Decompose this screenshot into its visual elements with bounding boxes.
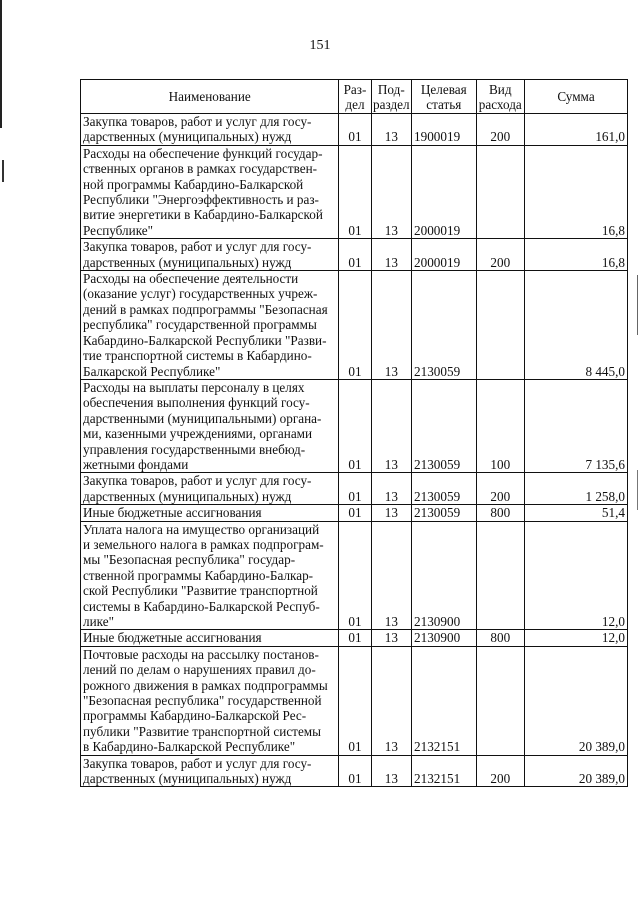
cell-podrazdel: 13 [371,114,411,146]
cell-name-line: дарственных (муниципальных) нужд [83,254,292,270]
cell-tselevaya: 1900019 [412,114,477,146]
table-row [81,145,628,238]
cell-vid: 200 [476,755,524,787]
cell-name-line: программы Кабардино-Балкарской Рес- [83,708,307,724]
cell-name-line: ственных органов в рамках государствен- [83,161,318,177]
cell-razdel: 01 [339,630,371,646]
cell-name-line: обеспечения выполнения функций госу- [83,395,310,411]
table-body [81,114,628,787]
table-row [81,505,628,521]
cell-podrazdel: 13 [371,379,411,472]
cell-name-line: Расходы на обеспечение функций государ- [83,145,323,161]
cell-podrazdel: 13 [371,239,411,271]
cell-name-line: Иные бюджетные ассигнования [83,630,262,646]
cell-tselevaya: 2130059 [412,505,477,521]
cell-razdel: 01 [339,473,371,505]
cell-name [81,271,339,380]
cell-razdel: 01 [339,521,371,630]
header-summa: Сумма [525,80,628,114]
cell-name-line: жетными фондами [83,456,189,472]
cell-name-line: ми, казенными учреждениями, органами [83,426,313,442]
cell-name-line: ственной программы Кабардино-Балкар- [83,567,314,583]
cell-name-line: Балкарской Республике" [83,363,221,379]
cell-razdel: 01 [339,505,371,521]
cell-podrazdel: 13 [371,630,411,646]
cell-podrazdel: 13 [371,473,411,505]
table-row [81,239,628,271]
cell-vid: 100 [476,379,524,472]
table-row [81,630,628,646]
cell-razdel: 01 [339,114,371,146]
cell-vid [476,271,524,380]
cell-tselevaya: 2130059 [412,473,477,505]
cell-vid: 800 [476,630,524,646]
cell-name-line: Уплата налога на имущество организаций [83,521,320,537]
cell-name-line: лений по делам о нарушениях правил до- [83,662,316,678]
cell-podrazdel: 13 [371,755,411,787]
cell-name [81,505,339,521]
cell-vid: 200 [476,239,524,271]
page-number: 151 [309,38,331,53]
cell-vid: 200 [476,114,524,146]
cell-podrazdel: 13 [371,505,411,521]
table-row [81,271,628,380]
table-row [81,473,628,505]
header-vid: Вид расхода [476,80,524,114]
cell-name-line: системы в Кабардино-Балкарской Респуб- [83,598,320,614]
cell-name-line: Закупка товаров, работ и услуг для госу- [83,114,312,129]
table-row [81,521,628,630]
cell-tselevaya: 2130059 [412,379,477,472]
cell-vid: 800 [476,505,524,521]
cell-summa: 7 135,6 [525,379,628,472]
cell-tselevaya: 2132151 [412,646,477,755]
cell-name-line: Расходы на выплаты персоналу в целях [83,379,305,395]
cell-name-line: "Безопасная республика" государственной [83,693,322,709]
table-row [81,755,628,787]
cell-tselevaya: 2130900 [412,630,477,646]
cell-tselevaya: 2130059 [412,271,477,380]
cell-podrazdel: 13 [371,646,411,755]
cell-razdel: 01 [339,271,371,380]
cell-name-line: Иные бюджетные ассигнования [83,505,262,521]
cell-summa: 161,0 [525,114,628,146]
table-row [81,114,628,146]
cell-name-line: дарственных (муниципальных) нужд [83,771,292,787]
cell-name-line: ной программы Кабардино-Балкарской [83,176,304,192]
cell-tselevaya: 2000019 [412,145,477,238]
cell-name-line: Почтовые расходы на рассылку постанов- [83,646,319,662]
cell-name [81,521,339,630]
cell-summa: 20 389,0 [525,755,628,787]
table-row [81,646,628,755]
header-name: Наименование [81,80,339,114]
cell-name [81,630,339,646]
cell-name-line: управления государственными внебюд- [83,441,306,457]
cell-summa: 12,0 [525,521,628,630]
cell-name [81,755,339,787]
cell-name-line: рожного движения в рамках подпрограммы [83,677,328,693]
table-header-row [81,80,628,114]
cell-razdel: 01 [339,379,371,472]
cell-name-line: дарственными (муниципальными) органа- [83,410,322,426]
cell-razdel: 01 [339,239,371,271]
cell-razdel: 01 [339,755,371,787]
cell-podrazdel: 13 [371,271,411,380]
header-tselevaya: Целевая статья [412,80,477,114]
cell-name-line: в Кабардино-Балкарской Республике" [83,739,296,755]
cell-name-line: Закупка товаров, работ и услуг для госу- [83,755,312,771]
cell-summa: 8 445,0 [525,271,628,380]
cell-name-line: Расходы на обеспечение деятельности [83,271,299,287]
cell-name-line: и земельного налога в рамках подпрограм- [83,536,324,552]
cell-name [81,379,339,472]
scan-edge-mark [0,0,2,128]
cell-name-line: тие транспортной системы в Кабардино- [83,348,312,364]
cell-name-line: Республики "Энергоэффективность и раз- [83,192,319,208]
cell-name-line: мы "Безопасная республика" государ- [83,552,296,568]
cell-podrazdel: 13 [371,145,411,238]
header-podrazdel: Под- раздел [373,81,410,112]
cell-summa: 16,8 [525,145,628,238]
cell-tselevaya: 2000019 [412,239,477,271]
cell-tselevaya: 2130900 [412,521,477,630]
scan-edge-mark [2,160,4,182]
cell-summa: 20 389,0 [525,646,628,755]
cell-vid [476,145,524,238]
cell-name [81,473,339,505]
cell-name-line: дарственных (муниципальных) нужд [83,488,292,504]
cell-name-line: дарственных (муниципальных) нужд [83,129,292,145]
cell-razdel: 01 [339,646,371,755]
cell-razdel: 01 [339,145,371,238]
cell-name [81,239,339,271]
cell-name [81,114,339,146]
cell-name-line: республика" государственной программы [83,317,317,333]
scan-edge-mark [637,470,638,510]
cell-name-line: Республике" [83,222,154,238]
cell-name-line: дений в рамках подпрограммы "Безопасная [83,301,328,317]
cell-name-line: ской Республики "Развитие транспортной [83,583,318,599]
budget-table [80,79,628,787]
cell-summa: 51,4 [525,505,628,521]
cell-vid [476,646,524,755]
cell-podrazdel: 13 [371,521,411,630]
cell-summa: 12,0 [525,630,628,646]
header-razdel: Раз- дел [339,80,371,114]
cell-name [81,145,339,238]
cell-tselevaya: 2132151 [412,755,477,787]
cell-name-line: витие энергетики в Кабардино-Балкарской [83,207,323,223]
cell-vid: 200 [476,473,524,505]
cell-summa: 1 258,0 [525,473,628,505]
cell-name-line: Закупка товаров, работ и услуг для госу- [83,239,312,255]
cell-name-line: Кабардино-Балкарской Республики "Разви- [83,332,327,348]
cell-vid [476,521,524,630]
cell-name-line: (оказание услуг) государственных учреж- [83,286,318,302]
cell-name-line: Закупка товаров, работ и услуг для госу- [83,473,312,489]
scan-edge-mark [637,275,638,335]
cell-name-line: публики "Развитие транспортной системы [83,723,321,739]
cell-name-line: лике" [83,614,114,629]
table-row [81,379,628,472]
cell-summa: 16,8 [525,239,628,271]
cell-name [81,646,339,755]
